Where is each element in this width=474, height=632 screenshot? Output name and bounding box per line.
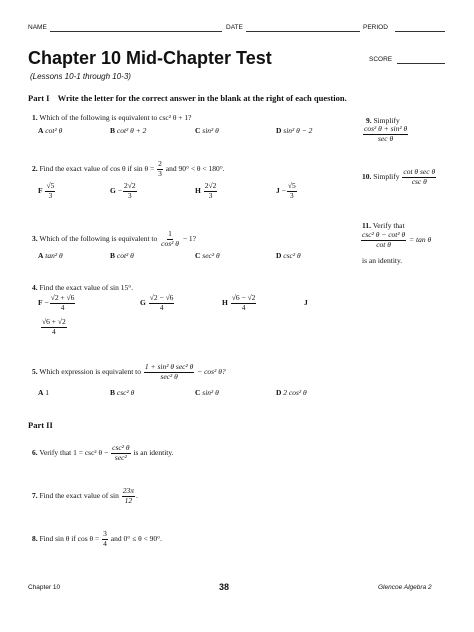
choice-sign: − [44,297,49,307]
q2-number: 2. [32,163,38,173]
q4-choice-j-value[interactable] [40,318,68,336]
q4-choice-h[interactable] [222,294,257,312]
choice-text: sin² θ [202,126,219,135]
q3-numerator: 1 [168,229,172,238]
q8-text: Find sin θ if cos θ = [39,533,100,543]
choice-den: 4 [60,302,65,312]
choice-text: sec² θ [202,251,220,260]
question-8 [32,530,162,548]
choice-letter: F [38,297,43,307]
q1-text: Which of the following is equivalent to csc² θ + 1? [39,113,192,122]
choice-letter: B [110,388,116,397]
choice-letter: D [276,126,282,135]
choice-letter: H [222,297,228,307]
q5-text-end: − cos² θ? [197,366,226,376]
choice-letter: H [195,185,201,195]
q11-text-mid: = tan θ [409,234,432,244]
part2-heading: Part II [28,420,53,430]
q8-numerator: 3 [103,529,107,538]
date-blank[interactable] [246,31,360,32]
choice-letter: D [276,388,282,397]
q5-choice-c[interactable] [195,388,219,397]
part1-heading [28,93,347,103]
q9-fraction [362,125,409,143]
q5-choice-a[interactable] [38,388,49,397]
q1-choice-d[interactable] [276,126,312,135]
choice-num: √6 − √2 [231,293,256,302]
name-label: NAME [28,24,47,31]
footer-chapter: Chapter 10 [28,584,61,591]
choice-den: 3 [48,190,53,200]
choice-text: cot² θ [45,126,63,135]
q4-choice-g[interactable] [140,294,175,312]
period-blank[interactable] [395,31,445,32]
q4-text: Find the exact value of sin 15°. [39,283,134,292]
q3-choice-b[interactable] [110,251,134,260]
q4-choice-f[interactable] [38,294,76,312]
q9-numerator: cos² θ + sin² θ [364,124,408,133]
score-blank[interactable] [397,63,445,64]
question-7 [32,487,138,505]
q5-denominator: sec² θ [160,371,178,381]
choice-den: 4 [159,302,164,312]
choice-den: 4 [241,302,246,312]
q10-number: 10. [362,171,372,181]
choice-letter: G [110,185,116,195]
q11-text: Verify that [372,221,405,230]
q5-numerator: 1 + sin² θ sec² θ [144,362,194,371]
period-label: PERIOD [363,24,388,31]
choice-text: csc² θ [283,251,301,260]
q3-text: Which of the following is equivalent to [39,233,158,243]
q3-choice-a[interactable] [38,251,63,260]
q9-denominator: sec θ [378,133,394,143]
choice-text: csc² θ [116,388,135,397]
choice-num: √5 [287,181,296,190]
choice-den: 4 [51,326,56,336]
q10-numerator: cot θ sec θ [403,167,436,176]
q11-fraction [360,231,431,249]
q7-text-end: . [136,490,138,500]
part1-instruction: Write the letter for the correct answer in the blank at the right of each question. [57,93,347,103]
choice-text: cot² θ [116,251,134,260]
q2-numerator: 2 [158,159,162,168]
choice-den: 3 [208,190,213,200]
date-label: DATE [226,24,243,31]
q6-numerator: csc² θ [112,443,130,452]
question-6 [32,444,174,462]
choice-letter: J [276,185,280,195]
choice-text: 2 cos² θ [283,388,307,397]
q6-denominator: sec² [114,452,127,462]
q7-text: Find the exact value of sin [39,490,119,500]
question-3 [32,230,196,248]
q3-number: 3. [32,233,38,243]
choice-text: sin² θ − 2 [283,126,313,135]
q9-number: 9. [366,116,372,125]
q3-choice-d[interactable] [276,251,301,260]
q2-choice-h[interactable] [195,182,218,200]
choice-sign: − [281,185,286,195]
name-blank[interactable] [50,31,222,32]
q10-text: Simplify [373,171,400,181]
choice-letter: A [38,388,44,397]
q3-denominator: cos² θ [161,238,179,248]
choice-letter: G [140,297,146,307]
q11-number: 11. [362,221,371,230]
choice-num: √5 [46,181,55,190]
choice-letter: D [276,251,282,260]
q5-text: Which expression is equivalent to [39,366,142,376]
q11-numerator: csc² θ − cot² θ [362,230,406,239]
question-10 [362,168,437,186]
choice-text: sin² θ [202,388,219,397]
q2-text: Find the exact value of cos θ if sin θ = [39,163,155,173]
choice-num: √2 + √6 [50,293,75,302]
q7-number: 7. [32,490,38,500]
q7-numerator: 23π [122,486,134,495]
lessons-subtitle: (Lessons 10-1 through 10-3) [30,72,131,81]
q7-denominator: 12 [124,495,133,505]
q2-choice-g[interactable] [110,182,138,200]
choice-letter: C [195,251,201,260]
choice-text: 1 [45,388,50,397]
q8-text-end: and 0° ≤ θ < 90°. [110,533,163,543]
choice-den: 3 [127,190,132,200]
score-label: SCORE [369,56,393,63]
q5-number: 5. [32,366,38,376]
question-2 [32,160,225,178]
q6-text-end: is an identity. [133,447,174,457]
q1-choice-c[interactable] [195,126,219,135]
choice-sign: − [117,185,122,195]
q1-choice-a[interactable] [38,126,62,135]
choice-num: 2√2 [123,181,136,190]
choice-text: tan² θ [45,251,63,260]
q2-denominator: 3 [158,168,162,178]
footer-publisher: Glencoe Algebra 2 [378,584,432,591]
choice-letter: B [110,126,116,135]
q5-choice-d[interactable] [276,388,307,397]
q2-choice-f[interactable] [38,182,56,200]
part1-label: Part I [28,93,50,103]
q11-text-end: is an identity. [362,256,403,265]
choice-num: √6 + √2 [42,317,66,326]
page-number: 38 [219,582,230,592]
choice-text: cot² θ + 2 [116,126,147,135]
choice-num: √2 − √6 [149,293,174,302]
choice-letter: A [38,251,44,260]
q4-number: 4. [32,283,38,292]
choice-den: 3 [289,190,294,200]
q6-text: Verify that 1 = csc² θ − [39,447,109,457]
choice-letter: A [38,126,44,135]
page-title: Chapter 10 Mid-Chapter Test [28,48,272,68]
q9-text: Simplify [373,116,400,125]
q2-choice-j[interactable] [276,182,298,200]
choice-letter: C [195,126,201,135]
q3-text-end: − 1? [182,233,197,243]
q10-denominator: csc θ [411,176,427,186]
question-1 [32,113,192,122]
choice-letter: F [38,185,43,195]
choice-letter: B [110,251,116,260]
q1-choice-b[interactable] [110,126,146,135]
q11-denominator: cot θ [376,239,391,249]
q2-text-end: and 90° < θ < 180°. [165,163,225,173]
q3-choice-c[interactable] [195,251,220,260]
question-11 [362,221,405,230]
choice-num: 2√2 [204,181,217,190]
question-4 [32,283,133,292]
choice-letter: C [195,388,201,397]
choice-letter: J [304,298,308,307]
question-5 [32,363,226,381]
q5-choice-b[interactable] [110,388,134,397]
q6-number: 6. [32,447,38,457]
q8-number: 8. [32,533,38,543]
q8-denominator: 4 [103,538,107,548]
q1-number: 1. [32,113,38,122]
q4-choice-j[interactable] [304,298,308,307]
